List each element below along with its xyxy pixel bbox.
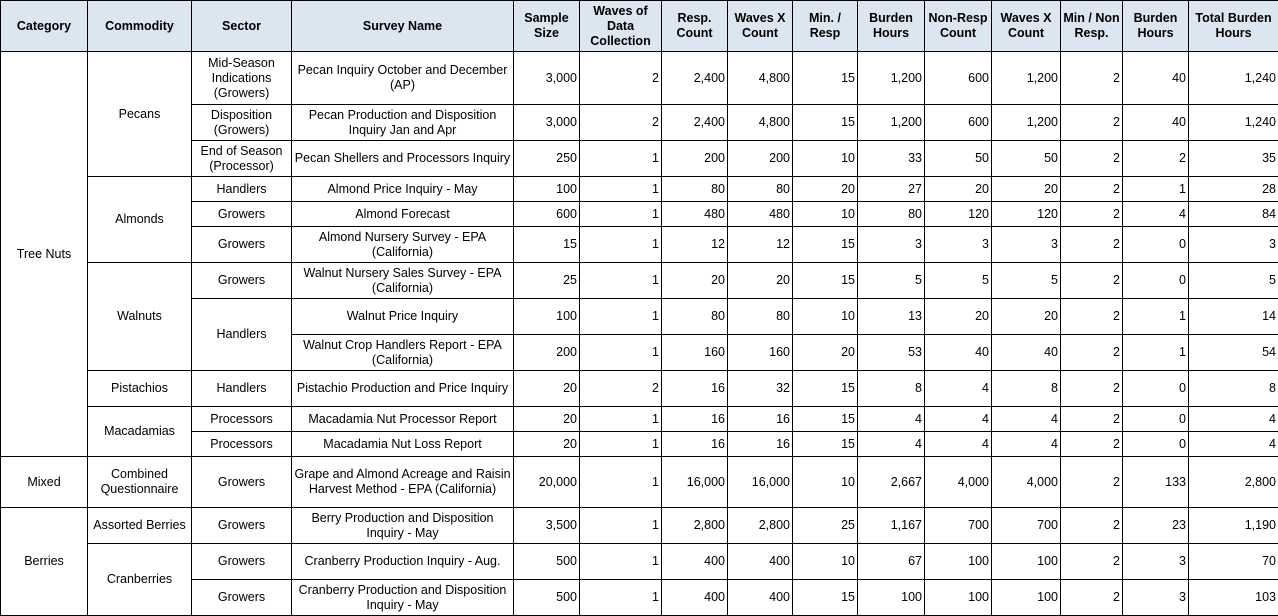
sample-size-cell: 500 xyxy=(514,544,580,580)
total-burden-hours-cell: 8 xyxy=(1189,371,1278,407)
resp-count-cell: 200 xyxy=(662,141,728,177)
burden-hours-cell: 27 xyxy=(858,177,925,202)
non-resp-waves-x-count-cell: 1,200 xyxy=(992,52,1061,105)
sector-cell: End of Season (Processor) xyxy=(192,141,292,177)
burden-hours-cell: 80 xyxy=(858,202,925,227)
waves-x-count-cell: 32 xyxy=(728,371,793,407)
waves-x-count-cell: 400 xyxy=(728,544,793,580)
survey-name-cell: Almond Nursery Survey - EPA (California) xyxy=(292,227,514,263)
commodity-cell: Macadamias xyxy=(88,407,192,457)
sector-cell: Handlers xyxy=(192,371,292,407)
non-resp-count-cell: 600 xyxy=(925,52,992,105)
header-category: Category xyxy=(1,1,88,52)
waves-x-count-cell: 80 xyxy=(728,177,793,202)
total-burden-hours-cell: 5 xyxy=(1189,263,1278,299)
header-survey-name: Survey Name xyxy=(292,1,514,52)
non-resp-burden-hours-cell: 3 xyxy=(1123,544,1189,580)
waves-x-count-cell: 2,800 xyxy=(728,508,793,544)
non-resp-waves-x-count-cell: 4 xyxy=(992,407,1061,432)
waves-cell: 1 xyxy=(580,335,662,371)
resp-count-cell: 12 xyxy=(662,227,728,263)
waves-x-count-cell: 80 xyxy=(728,299,793,335)
survey-name-cell: Walnut Nursery Sales Survey - EPA (California) xyxy=(292,263,514,299)
min-non-resp-cell: 2 xyxy=(1061,141,1123,177)
min-resp-cell: 15 xyxy=(793,263,858,299)
waves-cell: 2 xyxy=(580,105,662,141)
burden-hours-cell: 5 xyxy=(858,263,925,299)
header-min-non-resp: Min / Non Resp. xyxy=(1061,1,1123,52)
non-resp-burden-hours-cell: 1 xyxy=(1123,177,1189,202)
sector-cell: Handlers xyxy=(192,299,292,371)
table-row xyxy=(1,407,1278,432)
non-resp-waves-x-count-cell: 1,200 xyxy=(992,105,1061,141)
table-row xyxy=(1,227,1278,263)
non-resp-waves-x-count-cell: 50 xyxy=(992,141,1061,177)
total-burden-hours-cell: 1,190 xyxy=(1189,508,1278,544)
burden-hours-cell: 1,200 xyxy=(858,52,925,105)
non-resp-waves-x-count-cell: 4,000 xyxy=(992,457,1061,508)
table-row xyxy=(1,52,1278,105)
header-sample-size: Sample Size xyxy=(514,1,580,52)
waves-cell: 2 xyxy=(580,371,662,407)
category-cell: Mixed xyxy=(1,457,88,508)
header-total-burden-hours: Total Burden Hours xyxy=(1189,1,1278,52)
min-resp-cell: 10 xyxy=(793,299,858,335)
resp-count-cell: 80 xyxy=(662,299,728,335)
waves-cell: 1 xyxy=(580,508,662,544)
header-row xyxy=(1,1,1278,52)
table-row xyxy=(1,141,1278,177)
commodity-cell: Combined Questionnaire xyxy=(88,457,192,508)
table-row xyxy=(1,105,1278,141)
resp-count-cell: 400 xyxy=(662,544,728,580)
survey-name-cell: Almond Forecast xyxy=(292,202,514,227)
min-resp-cell: 10 xyxy=(793,544,858,580)
table-row xyxy=(1,544,1278,580)
min-resp-cell: 15 xyxy=(793,432,858,457)
non-resp-burden-hours-cell: 0 xyxy=(1123,432,1189,457)
commodity-cell: Walnuts xyxy=(88,263,192,371)
header-waves: Waves of Data Collection xyxy=(580,1,662,52)
min-non-resp-cell: 2 xyxy=(1061,508,1123,544)
waves-x-count-cell: 4,800 xyxy=(728,52,793,105)
category-cell: Tree Nuts xyxy=(1,52,88,457)
waves-x-count-cell: 16,000 xyxy=(728,457,793,508)
min-non-resp-cell: 2 xyxy=(1061,457,1123,508)
non-resp-count-cell: 4 xyxy=(925,407,992,432)
min-non-resp-cell: 2 xyxy=(1061,105,1123,141)
burden-hours-cell: 33 xyxy=(858,141,925,177)
commodity-cell: Almonds xyxy=(88,177,192,263)
survey-name-cell: Grape and Almond Acreage and Raisin Harvest Method - EPA (California) xyxy=(292,457,514,508)
non-resp-burden-hours-cell: 1 xyxy=(1123,335,1189,371)
commodity-cell: Assorted Berries xyxy=(88,508,192,544)
survey-name-cell: Pecan Production and Disposition Inquiry Jan and Apr xyxy=(292,105,514,141)
sample-size-cell: 3,500 xyxy=(514,508,580,544)
non-resp-waves-x-count-cell: 40 xyxy=(992,335,1061,371)
min-non-resp-cell: 2 xyxy=(1061,299,1123,335)
header-non-resp-burden-hours: Burden Hours xyxy=(1123,1,1189,52)
survey-name-cell: Macadamia Nut Loss Report xyxy=(292,432,514,457)
waves-x-count-cell: 160 xyxy=(728,335,793,371)
resp-count-cell: 16 xyxy=(662,407,728,432)
waves-cell: 1 xyxy=(580,457,662,508)
table-row xyxy=(1,457,1278,508)
min-resp-cell: 10 xyxy=(793,141,858,177)
header-non-resp-waves-x-count: Waves X Count xyxy=(992,1,1061,52)
survey-name-cell: Berry Production and Disposition Inquiry - May xyxy=(292,508,514,544)
waves-cell: 1 xyxy=(580,141,662,177)
non-resp-waves-x-count-cell: 120 xyxy=(992,202,1061,227)
min-non-resp-cell: 2 xyxy=(1061,544,1123,580)
sector-cell: Growers xyxy=(192,263,292,299)
header-non-resp-count: Non-Resp Count xyxy=(925,1,992,52)
waves-cell: 1 xyxy=(580,263,662,299)
min-non-resp-cell: 2 xyxy=(1061,202,1123,227)
header-resp-count: Resp. Count xyxy=(662,1,728,52)
resp-count-cell: 80 xyxy=(662,177,728,202)
sector-cell: Growers xyxy=(192,227,292,263)
resp-count-cell: 16 xyxy=(662,371,728,407)
sample-size-cell: 3,000 xyxy=(514,52,580,105)
sample-size-cell: 100 xyxy=(514,177,580,202)
sample-size-cell: 3,000 xyxy=(514,105,580,141)
category-cell: Berries xyxy=(1,508,88,616)
non-resp-count-cell: 4 xyxy=(925,432,992,457)
sample-size-cell: 600 xyxy=(514,202,580,227)
min-non-resp-cell: 2 xyxy=(1061,177,1123,202)
burden-hours-cell: 100 xyxy=(858,580,925,616)
resp-count-cell: 160 xyxy=(662,335,728,371)
burden-hours-cell: 13 xyxy=(858,299,925,335)
burden-hours-cell: 2,667 xyxy=(858,457,925,508)
burden-hours-cell: 3 xyxy=(858,227,925,263)
waves-cell: 1 xyxy=(580,202,662,227)
resp-count-cell: 16,000 xyxy=(662,457,728,508)
non-resp-waves-x-count-cell: 700 xyxy=(992,508,1061,544)
sample-size-cell: 20 xyxy=(514,432,580,457)
waves-x-count-cell: 20 xyxy=(728,263,793,299)
non-resp-count-cell: 700 xyxy=(925,508,992,544)
burden-hours-cell: 1,167 xyxy=(858,508,925,544)
non-resp-burden-hours-cell: 40 xyxy=(1123,105,1189,141)
header-burden-hours: Burden Hours xyxy=(858,1,925,52)
total-burden-hours-cell: 14 xyxy=(1189,299,1278,335)
burden-hours-cell: 4 xyxy=(858,407,925,432)
min-resp-cell: 15 xyxy=(793,580,858,616)
total-burden-hours-cell: 54 xyxy=(1189,335,1278,371)
total-burden-hours-cell: 84 xyxy=(1189,202,1278,227)
min-resp-cell: 15 xyxy=(793,371,858,407)
burden-hours-cell: 4 xyxy=(858,432,925,457)
min-resp-cell: 20 xyxy=(793,335,858,371)
header-commodity: Commodity xyxy=(88,1,192,52)
non-resp-count-cell: 3 xyxy=(925,227,992,263)
total-burden-hours-cell: 28 xyxy=(1189,177,1278,202)
sector-cell: Processors xyxy=(192,432,292,457)
header-waves-x-count: Waves X Count xyxy=(728,1,793,52)
survey-name-cell: Walnut Price Inquiry xyxy=(292,299,514,335)
waves-cell: 1 xyxy=(580,544,662,580)
waves-cell: 1 xyxy=(580,227,662,263)
waves-x-count-cell: 16 xyxy=(728,432,793,457)
waves-x-count-cell: 400 xyxy=(728,580,793,616)
commodity-cell: Pecans xyxy=(88,52,192,177)
non-resp-waves-x-count-cell: 20 xyxy=(992,177,1061,202)
non-resp-count-cell: 50 xyxy=(925,141,992,177)
sample-size-cell: 25 xyxy=(514,263,580,299)
sector-cell: Disposition (Growers) xyxy=(192,105,292,141)
waves-cell: 2 xyxy=(580,52,662,105)
min-resp-cell: 15 xyxy=(793,52,858,105)
total-burden-hours-cell: 2,800 xyxy=(1189,457,1278,508)
sample-size-cell: 250 xyxy=(514,141,580,177)
non-resp-waves-x-count-cell: 20 xyxy=(992,299,1061,335)
survey-name-cell: Cranberry Production and Disposition Inquiry - May xyxy=(292,580,514,616)
non-resp-waves-x-count-cell: 3 xyxy=(992,227,1061,263)
waves-cell: 1 xyxy=(580,177,662,202)
total-burden-hours-cell: 4 xyxy=(1189,432,1278,457)
non-resp-waves-x-count-cell: 5 xyxy=(992,263,1061,299)
waves-x-count-cell: 480 xyxy=(728,202,793,227)
non-resp-burden-hours-cell: 0 xyxy=(1123,407,1189,432)
sample-size-cell: 20 xyxy=(514,371,580,407)
sector-cell: Growers xyxy=(192,457,292,508)
min-non-resp-cell: 2 xyxy=(1061,52,1123,105)
total-burden-hours-cell: 1,240 xyxy=(1189,52,1278,105)
min-resp-cell: 20 xyxy=(793,177,858,202)
non-resp-waves-x-count-cell: 4 xyxy=(992,432,1061,457)
burden-hours-cell: 1,200 xyxy=(858,105,925,141)
survey-name-cell: Cranberry Production Inquiry - Aug. xyxy=(292,544,514,580)
total-burden-hours-cell: 35 xyxy=(1189,141,1278,177)
min-non-resp-cell: 2 xyxy=(1061,407,1123,432)
min-resp-cell: 25 xyxy=(793,508,858,544)
burden-hours-cell: 67 xyxy=(858,544,925,580)
waves-cell: 1 xyxy=(580,580,662,616)
non-resp-count-cell: 100 xyxy=(925,544,992,580)
sector-cell: Growers xyxy=(192,544,292,580)
sample-size-cell: 100 xyxy=(514,299,580,335)
table-row xyxy=(1,263,1278,299)
non-resp-count-cell: 100 xyxy=(925,580,992,616)
non-resp-count-cell: 20 xyxy=(925,299,992,335)
total-burden-hours-cell: 4 xyxy=(1189,407,1278,432)
survey-name-cell: Pecan Inquiry October and December (AP) xyxy=(292,52,514,105)
waves-cell: 1 xyxy=(580,432,662,457)
waves-x-count-cell: 16 xyxy=(728,407,793,432)
total-burden-hours-cell: 3 xyxy=(1189,227,1278,263)
commodity-cell: Pistachios xyxy=(88,371,192,407)
table-row xyxy=(1,432,1278,457)
min-non-resp-cell: 2 xyxy=(1061,432,1123,457)
non-resp-count-cell: 600 xyxy=(925,105,992,141)
waves-x-count-cell: 12 xyxy=(728,227,793,263)
survey-name-cell: Walnut Crop Handlers Report - EPA (California) xyxy=(292,335,514,371)
non-resp-count-cell: 4 xyxy=(925,371,992,407)
resp-count-cell: 400 xyxy=(662,580,728,616)
table-row xyxy=(1,371,1278,407)
min-resp-cell: 15 xyxy=(793,105,858,141)
waves-x-count-cell: 200 xyxy=(728,141,793,177)
survey-name-cell: Pecan Shellers and Processors Inquiry xyxy=(292,141,514,177)
non-resp-burden-hours-cell: 0 xyxy=(1123,371,1189,407)
sector-cell: Processors xyxy=(192,407,292,432)
non-resp-count-cell: 5 xyxy=(925,263,992,299)
min-non-resp-cell: 2 xyxy=(1061,263,1123,299)
min-resp-cell: 15 xyxy=(793,407,858,432)
header-sector: Sector xyxy=(192,1,292,52)
non-resp-burden-hours-cell: 40 xyxy=(1123,52,1189,105)
min-resp-cell: 15 xyxy=(793,227,858,263)
min-resp-cell: 10 xyxy=(793,457,858,508)
non-resp-count-cell: 4,000 xyxy=(925,457,992,508)
sample-size-cell: 20,000 xyxy=(514,457,580,508)
non-resp-burden-hours-cell: 4 xyxy=(1123,202,1189,227)
sample-size-cell: 20 xyxy=(514,407,580,432)
resp-count-cell: 20 xyxy=(662,263,728,299)
min-non-resp-cell: 2 xyxy=(1061,227,1123,263)
sample-size-cell: 15 xyxy=(514,227,580,263)
sample-size-cell: 500 xyxy=(514,580,580,616)
non-resp-count-cell: 20 xyxy=(925,177,992,202)
non-resp-burden-hours-cell: 1 xyxy=(1123,299,1189,335)
waves-cell: 1 xyxy=(580,299,662,335)
resp-count-cell: 480 xyxy=(662,202,728,227)
resp-count-cell: 16 xyxy=(662,432,728,457)
sector-cell: Growers xyxy=(192,508,292,544)
non-resp-burden-hours-cell: 2 xyxy=(1123,141,1189,177)
total-burden-hours-cell: 103 xyxy=(1189,580,1278,616)
total-burden-hours-cell: 1,240 xyxy=(1189,105,1278,141)
sector-cell: Handlers xyxy=(192,177,292,202)
survey-name-cell: Macadamia Nut Processor Report xyxy=(292,407,514,432)
non-resp-burden-hours-cell: 0 xyxy=(1123,263,1189,299)
survey-name-cell: Pistachio Production and Price Inquiry xyxy=(292,371,514,407)
sample-size-cell: 200 xyxy=(514,335,580,371)
commodity-cell: Cranberries xyxy=(88,544,192,616)
non-resp-burden-hours-cell: 133 xyxy=(1123,457,1189,508)
table-row xyxy=(1,299,1278,335)
resp-count-cell: 2,400 xyxy=(662,52,728,105)
header-min-resp: Min. / Resp xyxy=(793,1,858,52)
survey-name-cell: Almond Price Inquiry - May xyxy=(292,177,514,202)
sector-cell: Growers xyxy=(192,580,292,616)
min-non-resp-cell: 2 xyxy=(1061,371,1123,407)
sector-cell: Mid-Season Indications (Growers) xyxy=(192,52,292,105)
non-resp-count-cell: 120 xyxy=(925,202,992,227)
non-resp-waves-x-count-cell: 100 xyxy=(992,580,1061,616)
waves-x-count-cell: 4,800 xyxy=(728,105,793,141)
waves-cell: 1 xyxy=(580,407,662,432)
non-resp-waves-x-count-cell: 100 xyxy=(992,544,1061,580)
resp-count-cell: 2,400 xyxy=(662,105,728,141)
burden-hours-cell: 8 xyxy=(858,371,925,407)
table-row xyxy=(1,202,1278,227)
min-non-resp-cell: 2 xyxy=(1061,335,1123,371)
min-non-resp-cell: 2 xyxy=(1061,580,1123,616)
non-resp-count-cell: 40 xyxy=(925,335,992,371)
sector-cell: Growers xyxy=(192,202,292,227)
min-resp-cell: 10 xyxy=(793,202,858,227)
non-resp-waves-x-count-cell: 8 xyxy=(992,371,1061,407)
table-row xyxy=(1,508,1278,544)
burden-hours-cell: 53 xyxy=(858,335,925,371)
table-row xyxy=(1,177,1278,202)
non-resp-burden-hours-cell: 23 xyxy=(1123,508,1189,544)
resp-count-cell: 2,800 xyxy=(662,508,728,544)
total-burden-hours-cell: 70 xyxy=(1189,544,1278,580)
non-resp-burden-hours-cell: 0 xyxy=(1123,227,1189,263)
non-resp-burden-hours-cell: 3 xyxy=(1123,580,1189,616)
